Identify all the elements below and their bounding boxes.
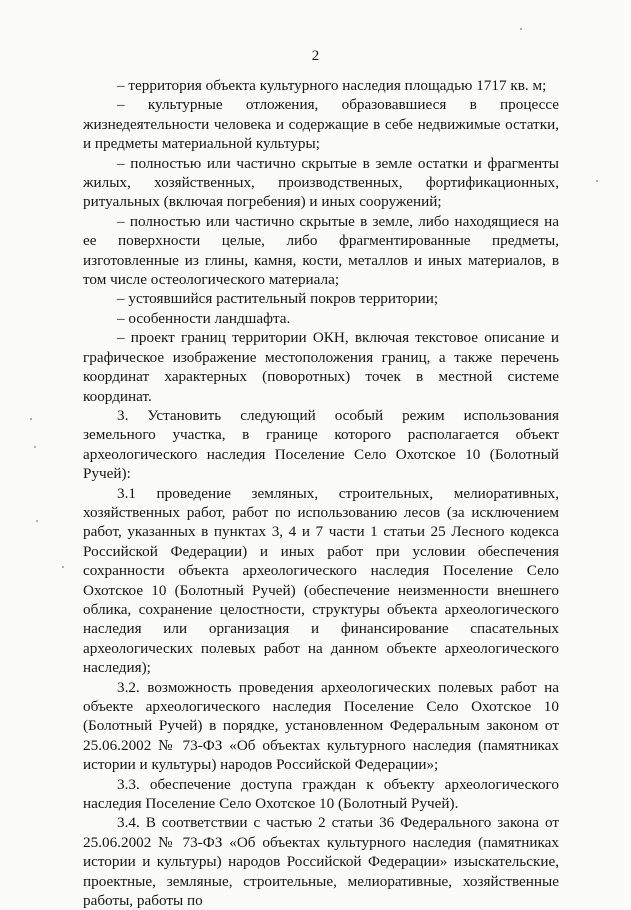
paragraph-territory: – территория объекта культурного наследия площадью 1717 кв. м; (117, 77, 547, 94)
scan-speck (596, 180, 598, 182)
paragraph-hidden-remains: – полностью или частично скрытые в земле остатки и фрагменты жилых, хозяйственных, производственных, фортификационных, ритуальных (включая погребения) и иных сооружений; (83, 154, 559, 211)
paragraph-artifacts: – полностью или частично скрытые в земле, либо находящиеся на ее поверхности целые, либо фрагментированные предметы, изготовленные из глины, камня, кости, металлов и иных материалов, в том числе остеологического материала; (83, 212, 559, 289)
paragraph-section-3-3: 3.3. обеспечение доступа граждан к объекту археологического наследия Поселение Село Охотское 10 (Болотный Ручей). (83, 775, 559, 813)
scan-speck (62, 566, 64, 568)
scan-speck (520, 28, 522, 30)
paragraph-boundary-project: – проект границ территории ОКН, включая текстовое описание и графическое изображение местоположения границ, а также перечень координат характерных (поворотных) точек в местной системе координат. (83, 329, 559, 405)
scan-speck (34, 446, 36, 448)
paragraph-section-3: 3. Установить следующий особый режим использования земельного участка, в границе которого располагается объект археологического наследия Поселение Село Охотское 10 (Болотный Ручей): (83, 406, 559, 483)
document-body (83, 76, 559, 910)
scan-speck (30, 418, 32, 420)
scan-speck (36, 520, 38, 522)
paragraph-section-3-4: 3.4. В соответствии с частью 2 статьи 36 Федерального закона от 25.06.2002 № 73-ФЗ «Об объектах культурного наследия (памятниках истории и культуры) народов Российской Федерации» изыскательские, проектные, земляные, строительные, мелиоративные, хозяйственные работы, работы по (83, 814, 559, 910)
paragraph-section-3-1: 3.1 проведение земляных, строительных, мелиоративных, хозяйственных работ, работ по использованию лесов (за исключением работ, указанных в пунктах 3, 4 и 7 части 1 статьи 25 Лесного кодекса Российской Федерации) и иных работ при условии обеспечения сохранности объекта археологического наследия Поселение Село Охотское 10 (Болотный Ручей) (обеспечение неизменности внешнего облика, сохранение целостности, структуры объекта археологического наследия или организация и финансирование спасательных археологических полевых работ на данном объекте археологического наследия); (83, 484, 559, 677)
paragraph-landscape: – особенности ландшафта. (117, 309, 291, 327)
paragraph-cultural-layers: – культурные отложения, образовавшиеся в процессе жизнедеятельности человека и содержащие в себе недвижимые остатки, и предметы материальной культуры; (83, 96, 559, 153)
page-number: 2 (311, 48, 320, 64)
paragraph-vegetation: – устоявшийся растительный покров территории; (117, 290, 439, 308)
paragraph-section-3-2: 3.2. возможность проведения археологических полевых работ на объекте археологического наследия Поселение Село Охотское 10 (Болотный Ручей) в порядке, установленном Федеральным законом от 25.06.2002 № 73-ФЗ «Об объектах культурного наследия (памятниках истории и культуры) народов Российской Федерации»; (83, 678, 559, 774)
